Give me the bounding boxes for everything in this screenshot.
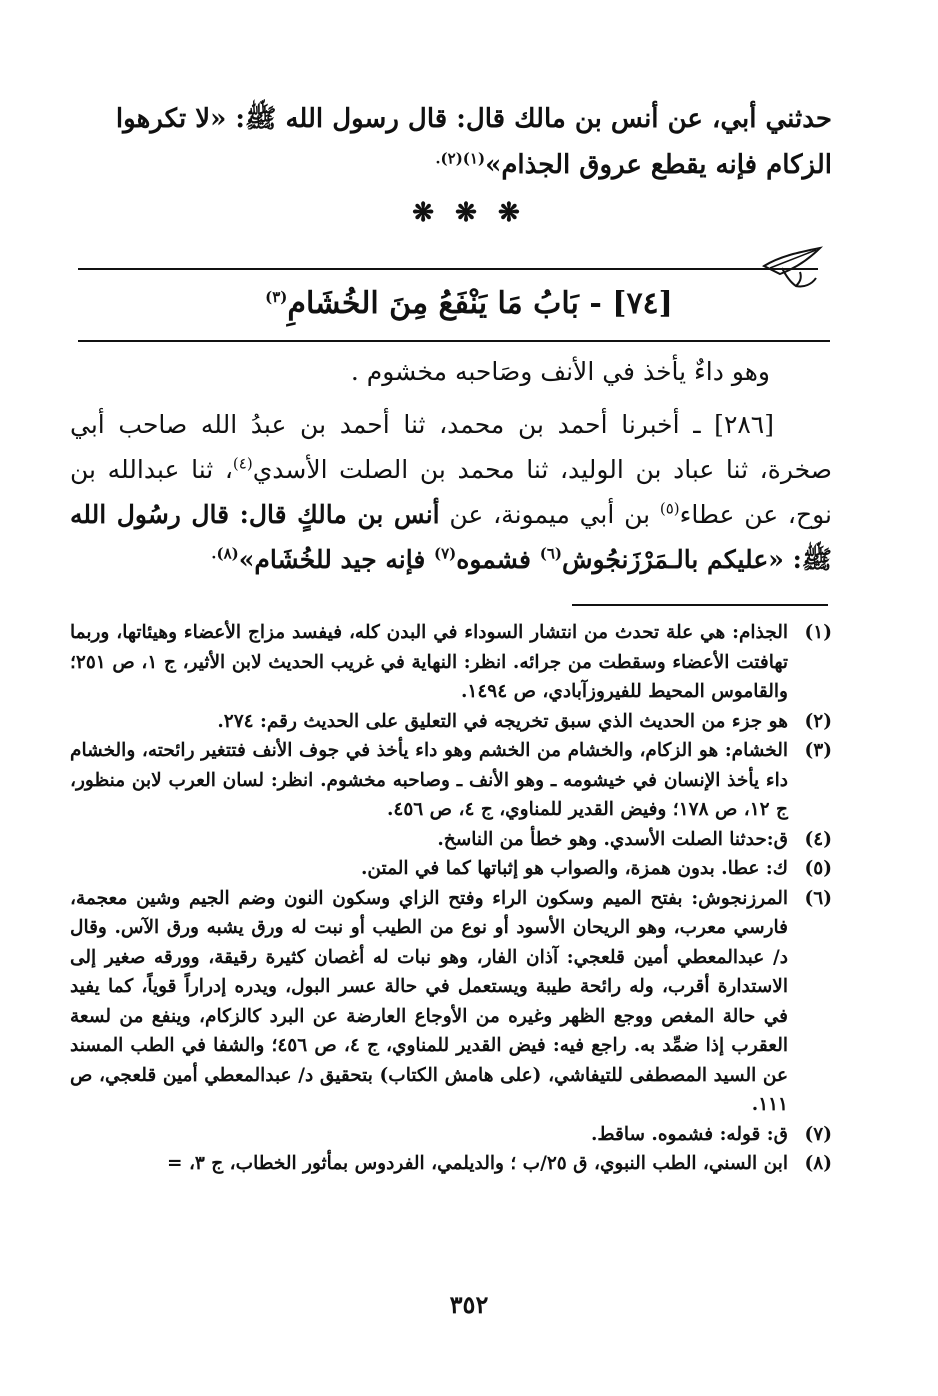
chapter-description: وهو داءٌ يأخذ في الأنف وصَاحبه مخشوم . xyxy=(350,357,770,386)
hadith-286: [٢٨٦] ـ أخبرنا أحمد بن محمد، ثنا أحمد بن عبدُ الله صاحب أبي صخرة، ثنا عباد بن الوليد، ثنا محمد بن الصلت الأسدي$^{(٤)}$، ثنا عبدالله بن نوح، عن عطاء$^{(٥)}$ بن أبي ميمونة، عن أنس بن مالكٍ قال: قال رسُول الله ﷺ: «عليكم بالـمَرْزَنجُوش$^{(٦)}$ فشموه$^{(٧)}$ فإنه جيد للخُشَام»$^{(٨).}$ xyxy=(70,410,832,574)
footnote-ref-1-2: (١)(٢). xyxy=(435,149,486,168)
footnote: (٢) هو جزء من الحديث الذي سبق تخريجه في التعليق على الحديث رقم: ٢٧٤. xyxy=(217,710,832,732)
footnote: (٧) ق: قوله: فشموه. ساقط. xyxy=(590,1123,832,1145)
intro-line-2: الزكام فإنه يقطع عروق الجذام»$^{(١)(٢).}$ xyxy=(435,149,832,180)
footnote: (٤) ق:حدثنا الصلت الأسدي. وهو خطأ من الناسخ. xyxy=(437,828,832,850)
intro-line-1: حدثني أبي، عن أنس بن مالك قال: قال رسول الله ﷺ: «لا تكرهوا xyxy=(115,104,832,134)
footnote-ref-3: (٣) xyxy=(265,288,288,306)
footnote: (٦) المرزنجوش: بفتح الميم وسكون الراء وفتح الزاي وسكون النون وضم الجيم وشين معجمة، فارسي معرب، وهو الريحان الأسود أو نوع من الطيب أو نبت له ورق يشبه ورق الآس. وقال د/ عبدالمعطي أمين قلعجي: آذان الفار، وهو نبات له أغصان كثيرة رقيقة، وورقه صغير إلى الاستدارة أقرب، وله رائحة طيبة ويستعمل في حالة عسر البول، ويدره إدراراً قوياً، كما يفيد في حالة المغص ووجع الظهر وغيره من الأوجاع العارضة عن البرد كالزكام، وينفع من لسعة العقرب إذا ضمِّد به. راجع فيه: فيض القدير للمناوي، ج ٤، ص ٤٥٦؛ والشفا في الطب المسند عن السيد المصطفى للتيفاشي، (على هامش الكتاب) بتحقيق د/ عبدالمعطي أمين قلعجي، ص ١١١. xyxy=(70,887,832,1115)
footnote-separator xyxy=(572,604,828,606)
section-separator-stars: ❋ ❋ ❋ xyxy=(412,198,526,228)
chapter-rule-top xyxy=(78,268,818,270)
footnote: (٨) ابن السني، الطب النبوي، ق ٢٥/ب ؛ والديلمي، الفردوس بمأثور الخطاب، ج ٣، = xyxy=(167,1153,832,1174)
chapter-rule-bottom xyxy=(78,340,830,342)
footnotes xyxy=(70,618,832,1179)
intro-hadith-ending xyxy=(70,96,832,188)
footnote: (٣) الخشام: هو الزكام، والخشام من الخشم وهو داء يأخذ في جوف الأنف فتتغير رائحته، والخشام داء يأخذ الإنسان في خيشومه ـ وهو الأنف ـ وصاحبه مخشوم. انظر: لسان العرب لابن منظور، ج ١٢، ص ١٧٨؛ وفيض القدير للمناوي، ج ٤، ص ٤٥٦. xyxy=(70,740,832,820)
footnote: (١) الجذام: هي علة تحدث من انتشار السوداء في البدن كله، فيفسد مزاج الأعضاء وهيئاتها، وربما تهافتت الأعضاء وسقطت من جرائه. انظر: النهاية في غريب الحديث لابن الأثير، ج ١، ص ٢٥١؛ والقاموس المحيط للفيروزآبادي، ص ١٤٩٤. xyxy=(70,622,832,702)
footnote: (٥) ك: عطا. بدون همزة، والصواب هو إثباتها كما في المتن. xyxy=(360,858,832,879)
chapter-heading: [٧٤] - بَابُ مَا يَنْفَعُ مِنَ الخُشَامِ$^{(٣)}$ xyxy=(265,286,673,321)
page-number: ٣٥٢ xyxy=(449,1290,489,1319)
